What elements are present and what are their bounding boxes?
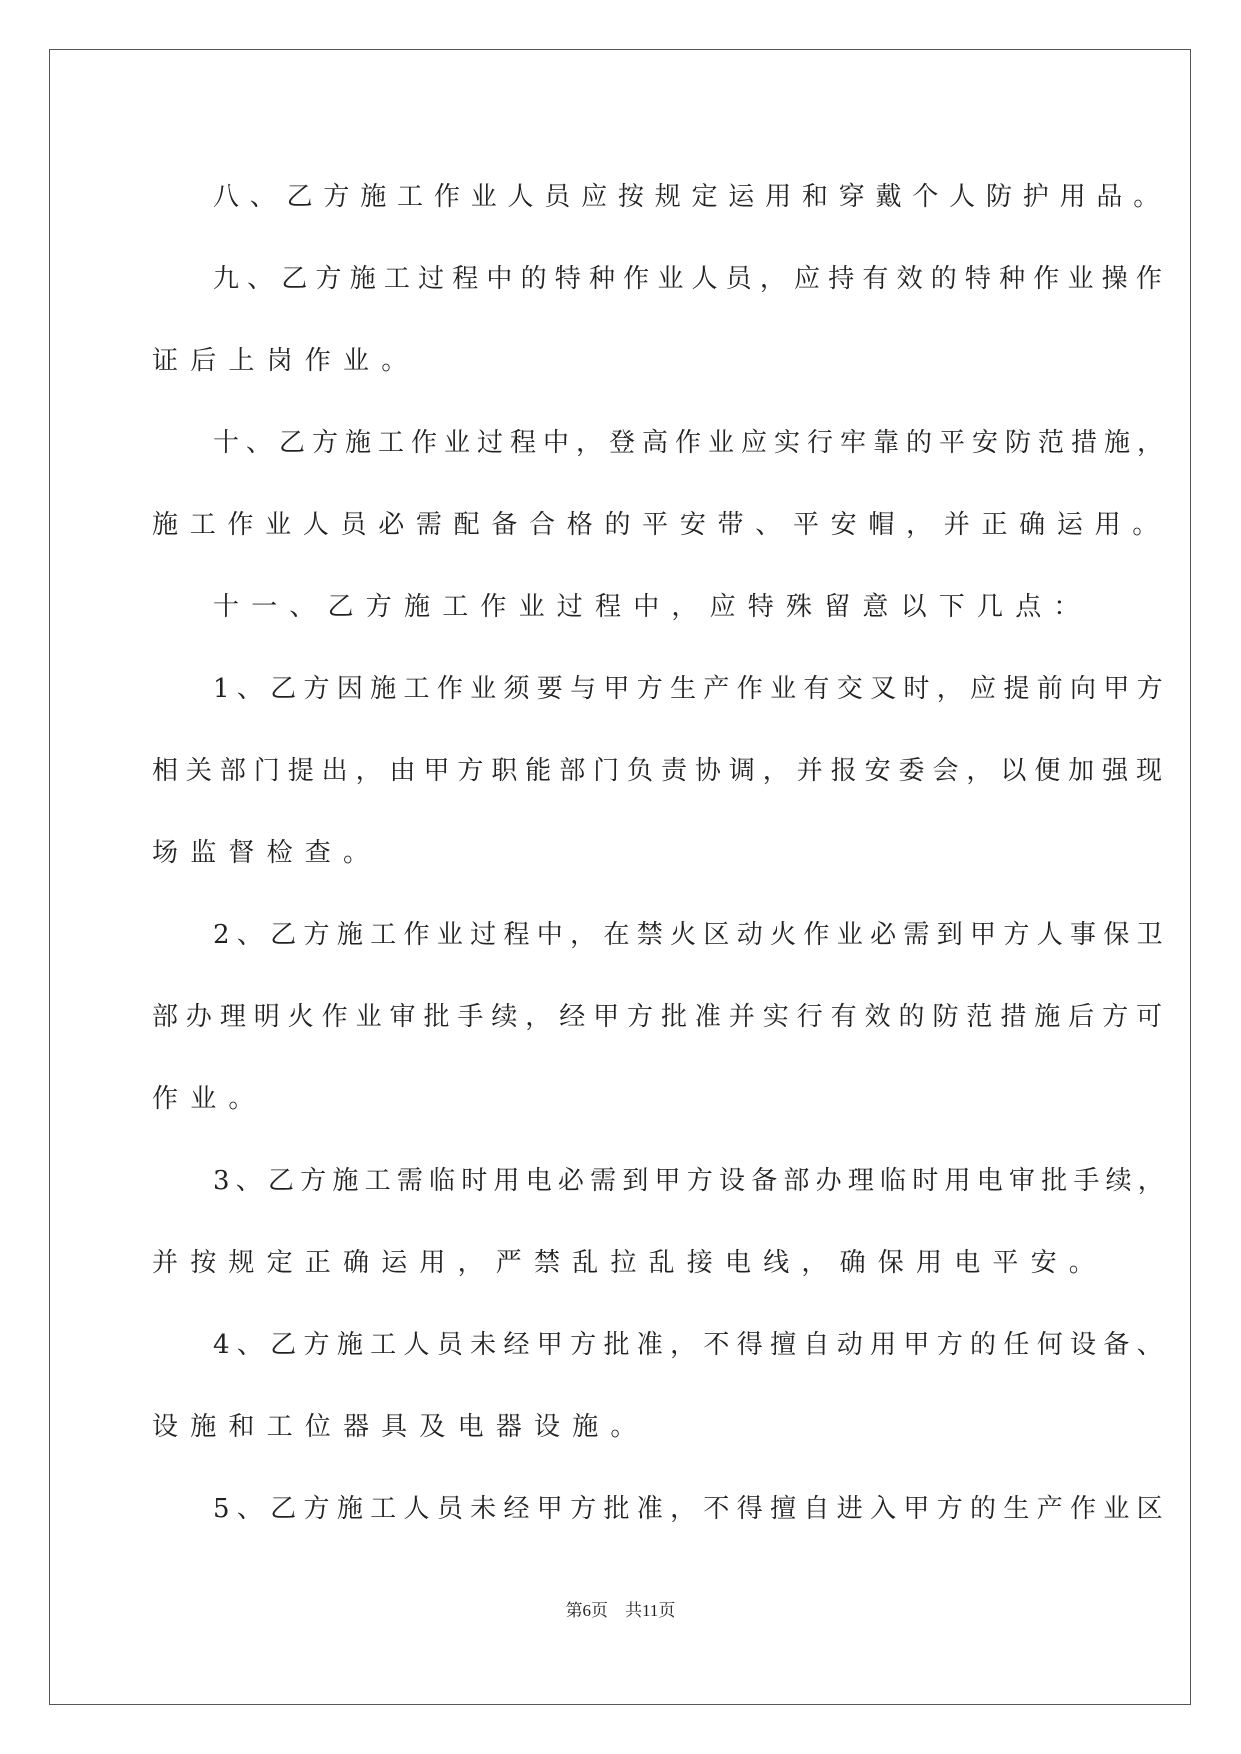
clause-8: 八、乙方施工作业人员应按规定运用和穿戴个人防护用品。: [213, 182, 1170, 212]
item-3-line-2: 并按规定正确运用，严禁乱拉乱接电线，确保用电平安。: [152, 1248, 1108, 1278]
item-2-line-2: 部办理明火作业审批手续，经甲方批准并实行有效的防范措施后方可: [152, 1002, 1170, 1032]
item-5-line-1: 5、乙方施工人员未经甲方批准，不得擅自进入甲方的生产作业区: [213, 1494, 1170, 1524]
page-total: 共11页: [625, 1601, 676, 1620]
clause-9-line-2: 证后上岗作业。: [152, 346, 420, 376]
clause-10-line-1: 十、乙方施工作业过程中，登高作业应实行牢靠的平安防范措施，: [213, 428, 1170, 458]
item-1-line-2: 相关部门提出，由甲方职能部门负责协调，并报安委会，以便加强现: [152, 756, 1170, 786]
page-frame: [49, 49, 1191, 1705]
item-4-line-2: 设施和工位器具及电器设施。: [152, 1412, 649, 1442]
page-footer: [0, 1596, 1241, 1621]
item-4-line-1: 4、乙方施工人员未经甲方批准，不得擅自动用甲方的任何设备、: [213, 1330, 1170, 1360]
item-2-line-3: 作业。: [152, 1084, 267, 1114]
item-2-line-1: 2、乙方施工作业过程中，在禁火区动火作业必需到甲方人事保卫: [213, 920, 1170, 950]
clause-10-line-2: 施工作业人员必需配备合格的平安带、平安帽，并正确运用。: [152, 510, 1170, 540]
clause-9-line-1: 九、乙方施工过程中的特种作业人员，应持有效的特种作业操作: [213, 264, 1170, 294]
item-1-line-3: 场监督检查。: [152, 838, 382, 868]
page-number: 第6页: [565, 1601, 609, 1620]
clause-11: 十一、乙方施工作业过程中，应特殊留意以下几点：: [213, 592, 1092, 622]
item-3-line-1: 3、乙方施工需临时用电必需到甲方设备部办理临时用电审批手续，: [213, 1166, 1170, 1196]
item-1-line-1: 1、乙方因施工作业须要与甲方生产作业有交叉时，应提前向甲方: [213, 674, 1170, 704]
